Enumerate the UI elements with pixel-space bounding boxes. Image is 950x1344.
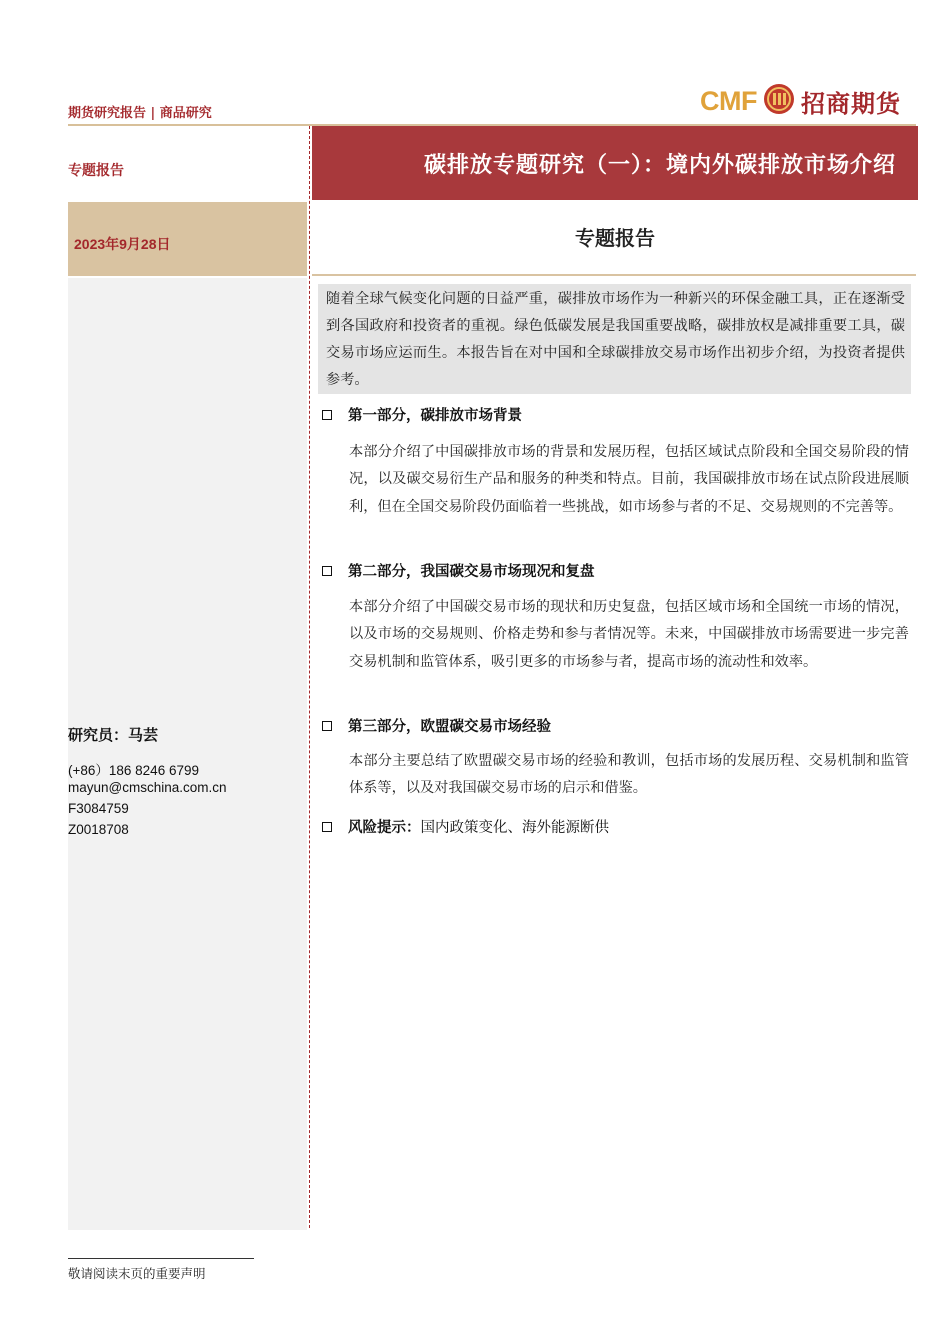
left-sidebar-panel [68, 278, 307, 1230]
license-number-z: Z0018708 [68, 822, 129, 837]
section-heading [322, 404, 522, 425]
report-subtitle: 专题报告 [575, 226, 655, 250]
checkbox-bullet-icon [322, 566, 332, 576]
researcher-name: 研究员：马芸 [68, 726, 159, 744]
risk-label: 风险提示： [348, 819, 421, 836]
footer-disclaimer: 敬请阅读末页的重要声明 [68, 1266, 206, 1281]
column-divider [309, 126, 310, 1228]
section-body: 本部分主要总结了欧盟碳交易市场的经验和教训，包括市场的发展历程、交易机制和监管体系等，以及对我国碳交易市场的启示和借鉴。 [349, 753, 909, 797]
logo-company-name: 招商期货 [800, 88, 901, 118]
abstract-box: 随着全球气候变化问题的日益严重，碳排放市场作为一种新兴的环保金融工具，正在逐渐受到各国政府和投资者的重视。绿色低碳发展是我国重要战略，碳排放权是减排重要工具，碳交易市场应运而生。本报告旨在对中国和全球碳排放交易市场作出初步介绍，为投资者提供参考。 [318, 284, 911, 394]
footer-divider [68, 1258, 254, 1259]
risk-text: 国内政策变化、海外能源断供 [420, 820, 609, 836]
section-body: 本部分介绍了中国碳排放市场的背景和发展历程，包括区域试点阶段和全国交易阶段的情况，以及碳交易衍生产品和服务的种类和特点。目前，我国碳排放市场在试点阶段进展顺利，但在全国交易阶段仍面临着一些挑战，如市场参与者的不足、交易规则的不完善等。 [349, 444, 909, 515]
company-logo [700, 84, 916, 118]
risk-warning [322, 816, 609, 837]
title-banner [312, 126, 918, 200]
section-heading [322, 560, 595, 581]
section-body: 本部分介绍了中国碳交易市场的现状和历史复盘，包括区域市场和全国统一市场的情况，以及市场的交易规则、价格走势和参与者情况等。未来，中国碳排放市场需要进一步完善交易机制和监管体系，吸引更多的市场参与者，提高市场的流动性和效率。 [349, 599, 909, 670]
researcher-email[interactable]: mayun@cmschina.com.cn [68, 780, 227, 795]
subtitle-divider [312, 274, 916, 276]
researcher-phone: (+86）186 8246 6799 [68, 763, 199, 778]
logo-emblem-icon [763, 83, 795, 119]
section-heading-text: 第一部分，碳排放市场背景 [348, 407, 522, 424]
checkbox-bullet-icon [322, 721, 332, 731]
section-heading [322, 715, 551, 736]
section-heading-text: 第二部分，我国碳交易市场现况和复盘 [348, 563, 595, 580]
section-heading-text: 第三部分，欧盟碳交易市场经验 [348, 718, 551, 735]
logo-cmf-text: CMF [700, 85, 757, 116]
checkbox-bullet-icon [322, 822, 332, 832]
report-date: 2023年9月28日 [74, 236, 171, 252]
report-type-label: 专题报告 [68, 163, 124, 179]
license-number-f: F3084759 [68, 801, 129, 816]
header-breadcrumb: 期货研究报告 | 商品研究 [68, 106, 212, 121]
report-title: 碳排放专题研究（一）：境内外碳排放市场介绍 [423, 151, 896, 178]
checkbox-bullet-icon [322, 410, 332, 420]
